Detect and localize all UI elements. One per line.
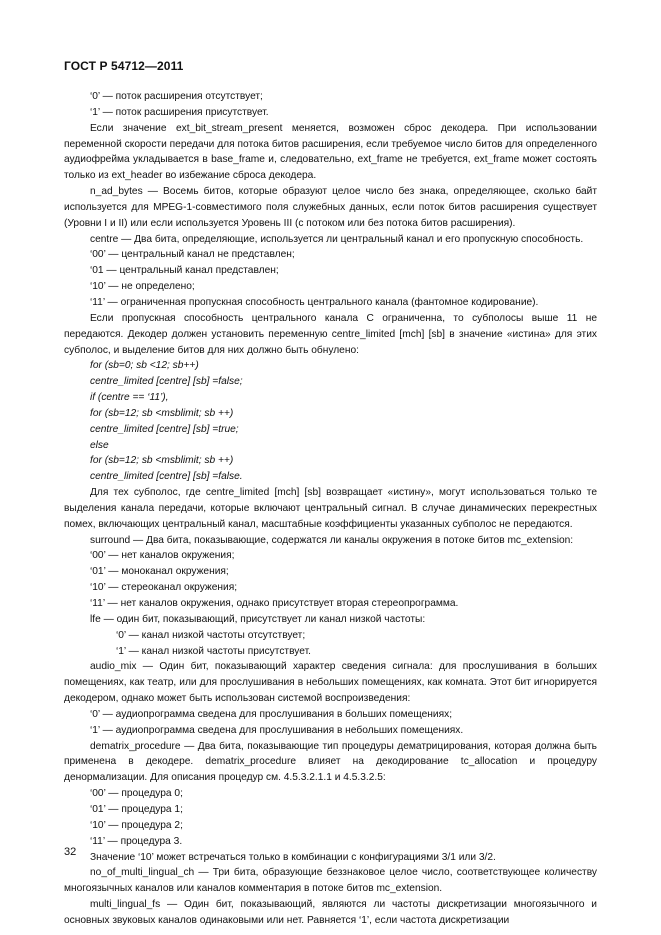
paragraph: ‘0’ — канал низкой частоты отсутствует; [116,629,306,641]
paragraph: lfe — один бит, показывающий, присутствует ли канал низкой частоты: [90,613,426,625]
page-body [64,89,597,929]
paragraph: for (sb=12; sb <msblimit; sb ++) [90,407,234,419]
paragraph: ‘11’ — ограниченная пропускная способность центрального канала (фантомное кодирование). [90,296,539,308]
paragraph: if (centre == ‘11’), [90,392,169,404]
paragraph: no_of_multi_lingual_ch — Три бита, образующие беззнаковое целое число, соответствующее количеству многоязычных каналов или каналов комментария в потоке битов mc_extension. [64,867,597,895]
paragraph: ‘10’ — процедура 2; [90,819,183,831]
paragraph: Для тех субполос, где centre_limited [mch] [sb] возвращает «истину», могут использоваться только те выделения канала передачи, которые включают центральный сигнал. В случае динамических перекрестных помех, включающих центральный канал, масштабные коэффициенты указанных субполос не передаются. [64,487,597,530]
paragraph: ‘01’ — моноканал окружения; [90,566,229,578]
paragraph: audio_mix — Один бит, показывающий характер сведения сигнала: для прослушивания в больших помещениях, как театр, или для прослушивания в небольших помещениях, как комната. Этот бит игнорируется декодером, однако может быть использован системой воспроизведения: [64,661,597,705]
paragraph: multi_lingual_fs — Один бит, показывающий, являются ли частоты дискретизации многоязычного и основных звуковых каналов одинаковыми или нет. Равняется ‘1’, если частота дискретизации [64,899,597,926]
page-number: 32 [64,846,77,858]
paragraph: ‘10’ — стереоканал окружения; [90,582,238,594]
paragraph: Значение ‘10’ может встречаться только в комбинации с конфигурациями 3/1 или 3/2. [90,851,496,863]
paragraph: Если значение ext_bit_stream_present меняется, возможен сброс декодера. При использовании переменной скорости передачи для потока битов расширения, если требуемое число битов для определенного аудиофрейма укладывается в base_frame и, следовательно, ext_frame не требуется, ext_frame может состоять только из ext_header во избежание сброса декодера. [64,122,597,182]
page-header: ГОСТ Р 54712—2011 [64,59,184,73]
paragraph: dematrix_procedure — Два бита, показывающие тип процедуры дематрицирования, которая должна быть применена в декодере. dematrix_procedure влияет на декодирование tc_allocation и процедуру денормализации. Для описания процедур см. 4.5.3.2.1.1 и 4.5.3.2.5: [64,740,597,784]
paragraph: ‘00’ — нет каналов окружения; [90,550,235,562]
paragraph: ‘11’ — процедура 3. [90,835,183,847]
paragraph: n_ad_bytes — Восемь битов, которые образуют целое число без знака, определяющее, сколько байт используется для MPEG-1-совместимого поля служебных данных, если поток битов расширения существует (Уровни I и II) или если используется Уровень III (с потоком или без потока битов расширения). [64,186,597,229]
paragraph: ‘00’ — центральный канал не представлен; [90,249,295,261]
paragraph: ‘11’ — нет каналов окружения, однако присутствует вторая стереопрограмма. [90,598,459,609]
paragraph: for (sb=0; sb <12; sb++) [90,360,199,372]
paragraph: centre — Два бита, определяющие, используется ли центральный канал и его пропускную способность. [90,233,584,245]
paragraph: Если пропускная способность центрального канала С ограниченна, то субполосы выше 11 не передаются. Декодер должен установить переменную centre_limited [mch] [sb] в значение «истина» для этих субполос, и выделение битов для них должно быть обнулено: [64,312,597,356]
paragraph: centre_limited [centre] [sb] =false. [90,471,243,483]
paragraph: centre_limited [centre] [sb] =true; [90,423,239,435]
paragraph: ‘01’ — процедура 1; [90,803,183,815]
paragraph: else [90,439,109,451]
paragraph: ‘01 — центральный канал представлен; [90,265,279,277]
paragraph: surround — Два бита, показывающие, содержатся ли каналы окружения в потоке битов mc_extension: [90,534,574,546]
paragraph: ‘1’ — поток расширения присутствует. [90,106,269,118]
paragraph: ‘0’ — поток расширения отсутствует; [90,91,263,102]
paragraph: ‘10’ — не определено; [90,281,195,293]
paragraph: for (sb=12; sb <msblimit; sb ++) [90,455,234,467]
paragraph: ‘1’ — канал низкой частоты присутствует. [116,645,311,657]
paragraph: ‘00’ — процедура 0; [90,788,183,800]
paragraph: ‘1’ — аудиопрограмма сведена для прослушивания в небольших помещениях. [90,724,464,736]
paragraph: centre_limited [centre] [sb] =false; [90,376,243,388]
paragraph: ‘0’ — аудиопрограмма сведена для прослушивания в больших помещениях; [90,708,453,720]
